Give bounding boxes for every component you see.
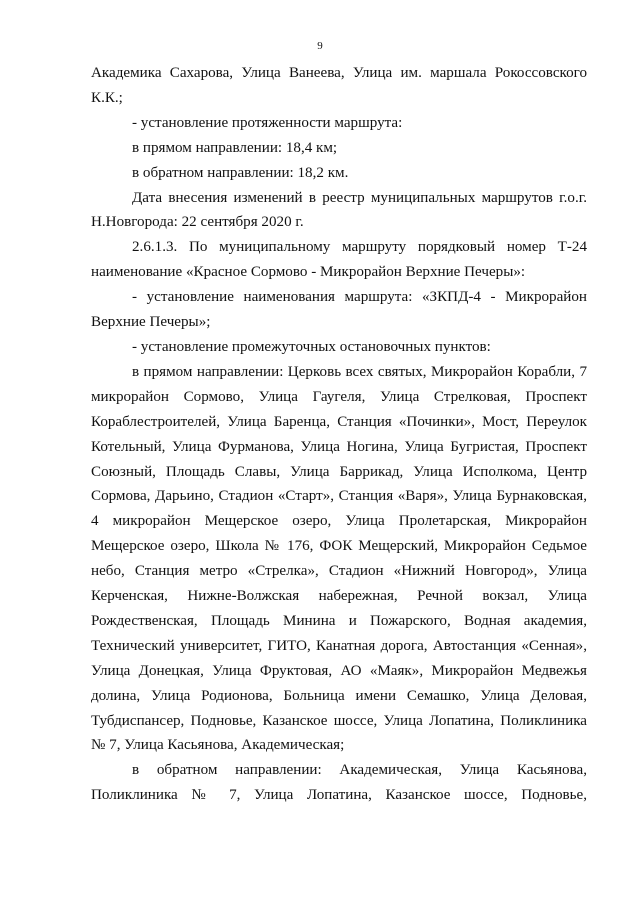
paragraph-length-reverse: в обратном направлении: 18,2 км. [132, 164, 349, 181]
paragraph-length-forward: в прямом направлении: 18,4 км; [132, 139, 338, 156]
paragraph-registry-date: Дата внесения изменений в реестр муниципальных маршрутов г.о.г. Н.Новгорода: 22 сентября 2020 г. [91, 189, 587, 231]
paragraph-stops-forward: в прямом направлении: Церковь всех святых, Микрорайон Корабли, 7 микрорайон Сормово, Улица Гаугеля, Улица Стрелковая, Проспект Кораблестроителей, Улица Баренца, Станция «Починки», Мост, Переулок Котельный, Улица Фурманова, Улица Ногина, Улица Бугристая, Проспект Союзный, Площадь Славы, Улица Баррикад, Улица Исполкома, Центр Сормова, Дарьино, Стадион «Старт», Станция «Варя», Улица Бурнаковская, 4 микрорайон Мещерское озеро, Улица Пролетарская, Микрорайон Мещерское озеро, Школа № 176, ФОК Мещерский, Микрорайон Седьмое небо, Станция метро «Стрелка», Стадион «Нижний Новгород», Улица Керченская, Нижне-Волжская набережная, Речной вокзал, Улица Рождественская, Площадь Минина и Пожарского, Водная академия, Технический университет, ГИТО, Канатная дорога, Автостанция «Сенная», Улица Донецкая, Улица Фруктовая, АО «Маяк», Микрорайон Медвежья долина, Улица Родионова, Больница имени Семашко, Улица Деловая, Тубдиспансер, Подновье, Казанское шоссе, Улица Лопатина, Поликлиника № 7, Улица Касьянова, Академическая; [91, 363, 587, 754]
document-body [91, 61, 587, 808]
paragraph-stops-reverse: в обратном направлении: Академическая, Улица Касьянова, Поликлиника № 7, Улица Лопатина, Казанское шоссе, Подновье, [91, 762, 587, 804]
paragraph-route-length-heading: - установление протяженности маршрута: [132, 114, 403, 131]
page-number: 9 [317, 40, 323, 52]
paragraph-route-name: - установление наименования маршрута: «ЗКПД-4 - Микрорайон Верхние Печеры»; [91, 289, 587, 331]
paragraph-route-stops-continuation: Академика Сахарова, Улица Ванеева, Улица им. маршала Рокоссовского К.К.; [91, 65, 587, 106]
paragraph-stops-heading: - установление промежуточных остановочных пунктов: [132, 338, 491, 355]
paragraph-route-t24-heading: 2.6.1.3. По муниципальному маршруту порядковый номер Т-24 наименование «Красное Сормово - Микрорайон Верхние Печеры»: [91, 239, 587, 281]
